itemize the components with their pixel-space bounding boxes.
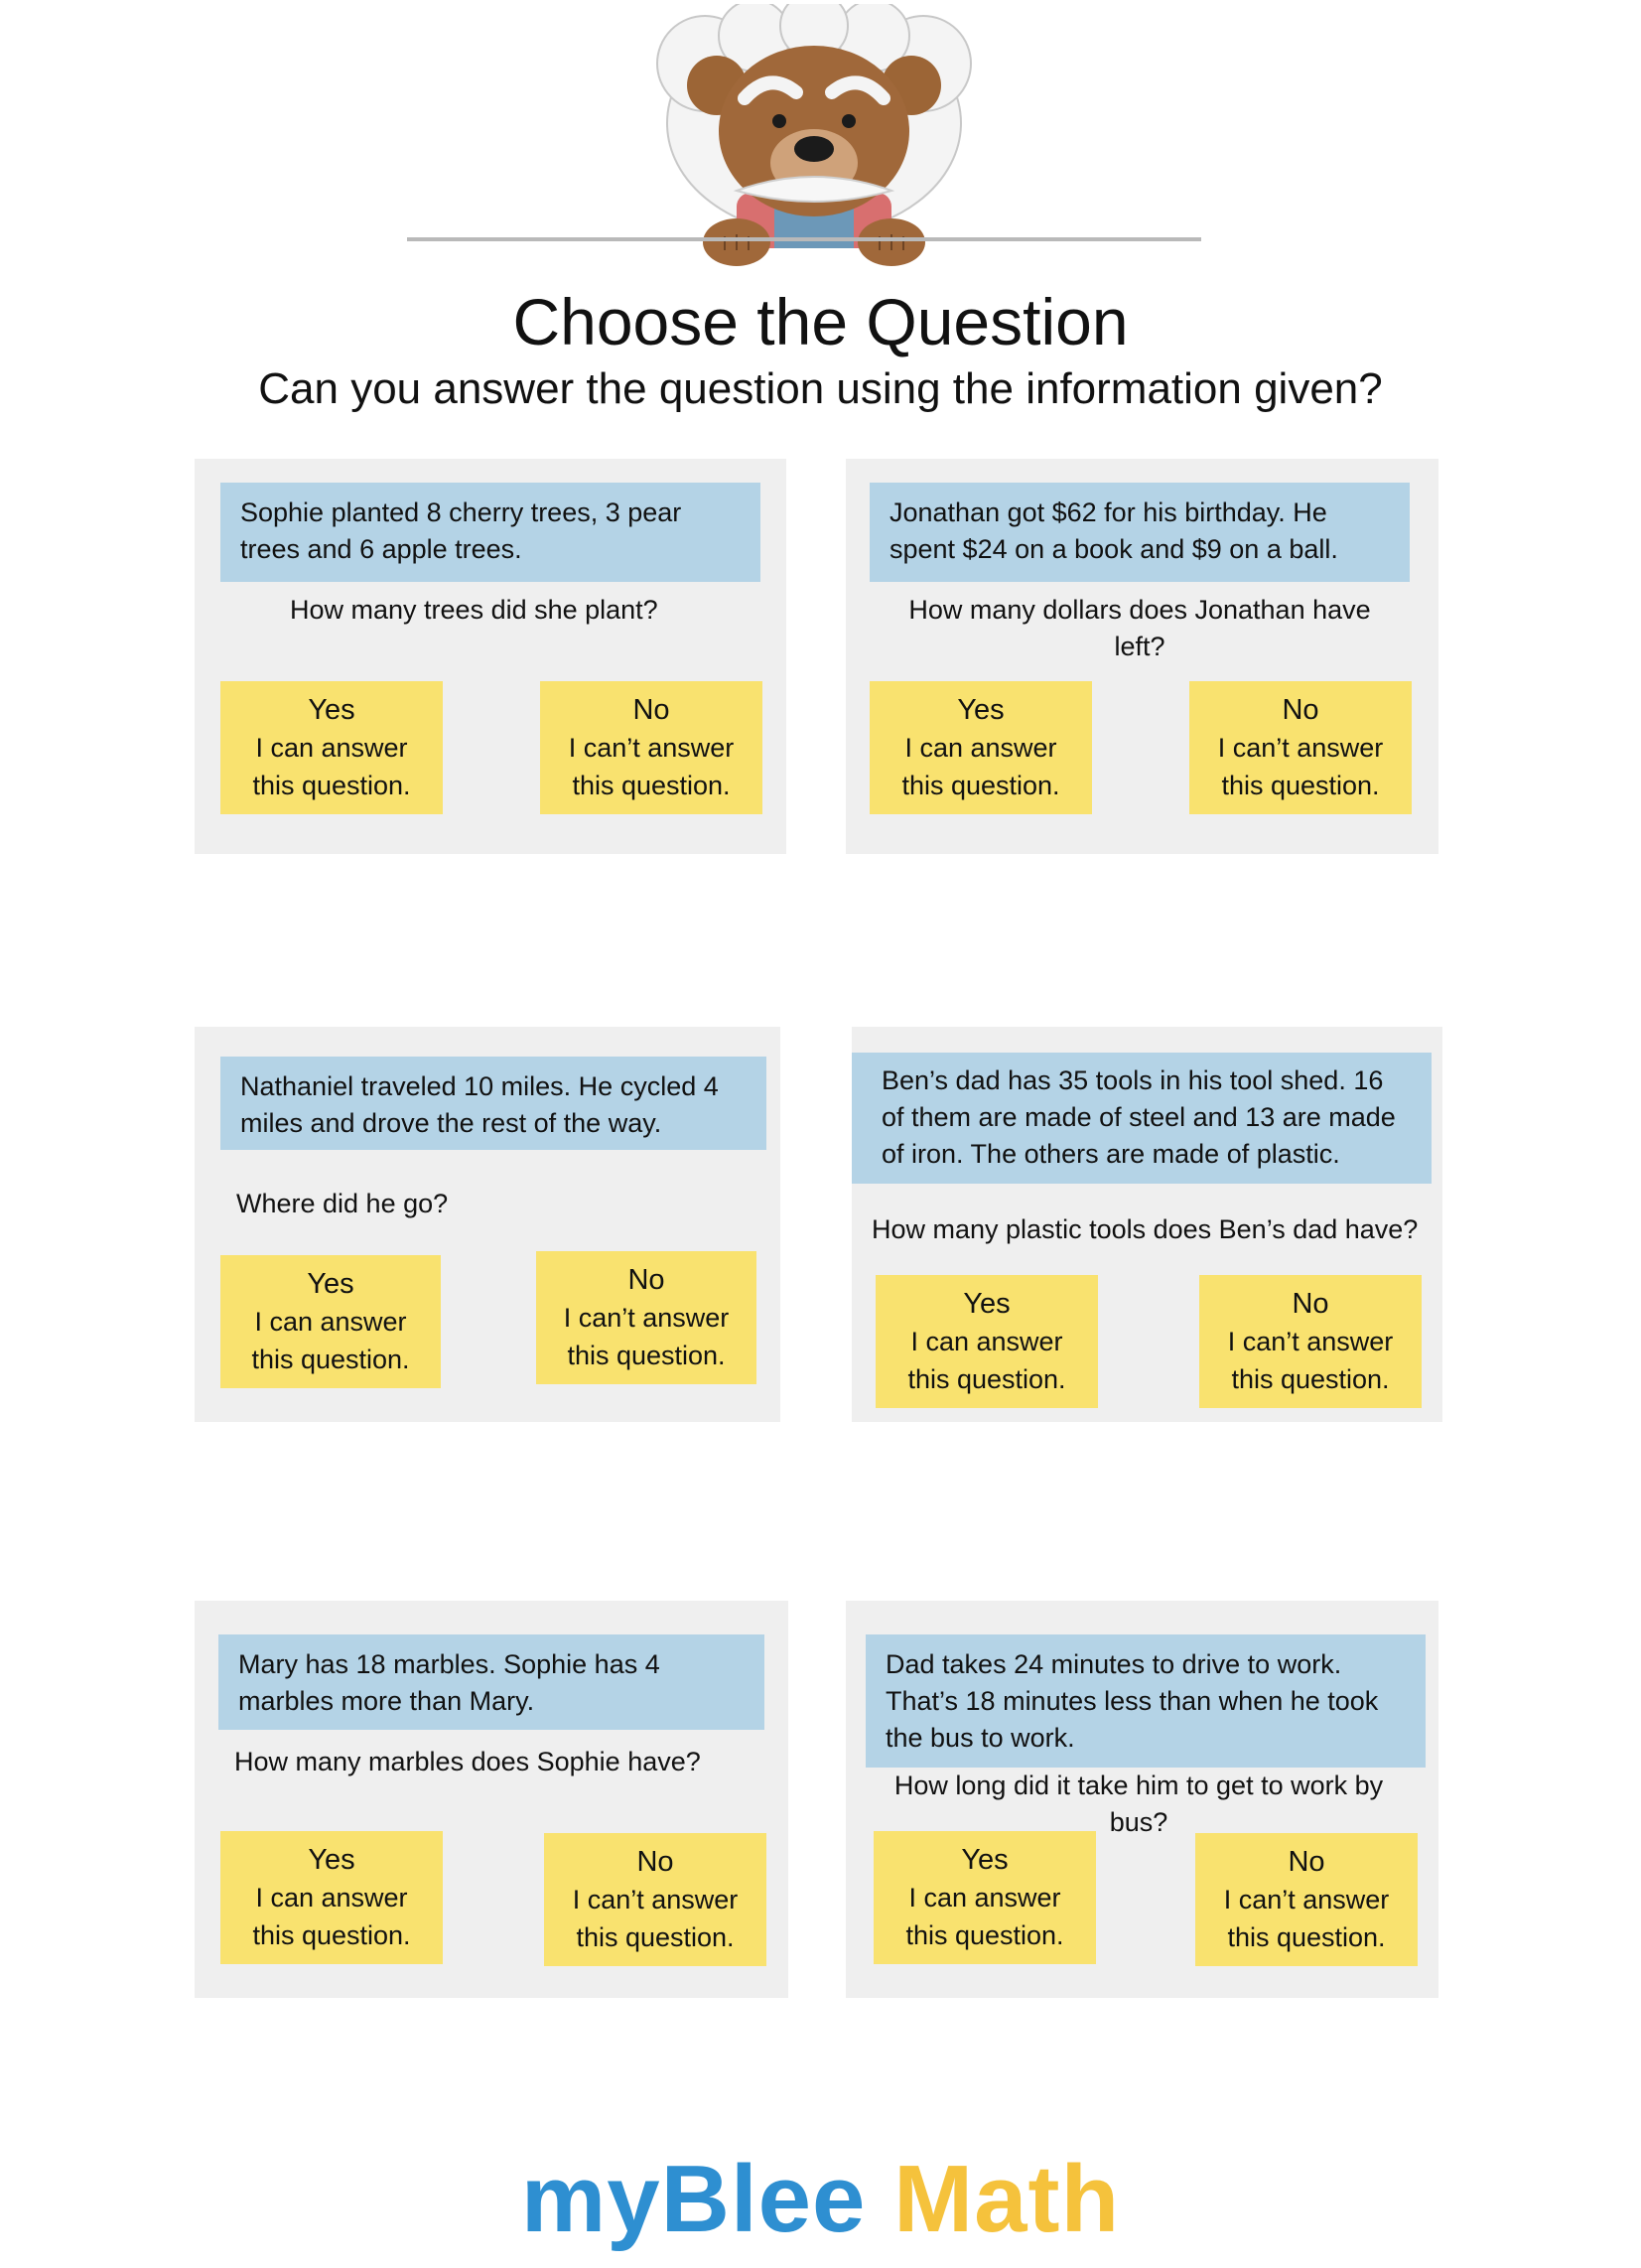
- question-card-3: [195, 1027, 780, 1422]
- yes-line-1: I can answer: [904, 733, 1057, 763]
- yes-label: Yes: [963, 1288, 1011, 1320]
- question-text: How many dollars does Jonathan have left?: [908, 595, 1371, 661]
- question-card-4: [852, 1027, 1442, 1422]
- story-box: Dad takes 24 minutes to drive to work. That’s 18 minutes less than when he took the bus to work.: [866, 1634, 1426, 1768]
- question-card-1: [195, 459, 786, 854]
- no-label: No: [636, 1846, 674, 1878]
- yes-line-2: this question.: [905, 1920, 1064, 1950]
- no-label: No: [627, 1264, 665, 1296]
- yes-button[interactable]: [220, 681, 443, 814]
- yes-label: Yes: [308, 1844, 355, 1876]
- no-button[interactable]: [1199, 1275, 1422, 1408]
- page-subtitle: Can you answer the question using the information given?: [258, 364, 1383, 413]
- no-line-2: this question.: [1231, 1364, 1390, 1394]
- no-line-2: this question.: [1221, 771, 1380, 800]
- yes-line-2: this question.: [251, 1345, 410, 1374]
- no-line-1: I can’t answer: [563, 1303, 730, 1333]
- question-text: How many marbles does Sophie have?: [234, 1747, 701, 1776]
- no-line-2: this question.: [572, 771, 731, 800]
- yes-label: Yes: [957, 694, 1005, 726]
- yes-label: Yes: [961, 1844, 1009, 1876]
- yes-line-2: this question.: [252, 1920, 411, 1950]
- no-label: No: [1288, 1846, 1325, 1878]
- myblee-math-logo: [0, 2145, 1641, 2254]
- yes-button[interactable]: [874, 1831, 1096, 1964]
- no-button[interactable]: [536, 1251, 756, 1384]
- ledge-divider: [407, 237, 1201, 241]
- yes-line-2: this question.: [252, 771, 411, 800]
- no-button[interactable]: [544, 1833, 766, 1966]
- question-text: How many trees did she plant?: [290, 595, 658, 625]
- yes-button[interactable]: [220, 1255, 441, 1388]
- no-label: No: [1282, 694, 1319, 726]
- no-line-1: I can’t answer: [572, 1885, 739, 1914]
- story-box: Jonathan got $62 for his birthday. He spent $24 on a book and $9 on a ball.: [870, 483, 1410, 582]
- yes-line-1: I can answer: [255, 1883, 408, 1913]
- no-label: No: [1292, 1288, 1329, 1320]
- question-card-5: [195, 1601, 788, 1998]
- no-line-1: I can’t answer: [1227, 1327, 1394, 1356]
- question-card-2: [846, 459, 1438, 854]
- yes-button[interactable]: [220, 1831, 443, 1964]
- yes-button[interactable]: [876, 1275, 1098, 1408]
- no-line-2: this question.: [567, 1341, 726, 1370]
- no-line-1: I can’t answer: [568, 733, 735, 763]
- no-button[interactable]: [1195, 1833, 1418, 1966]
- no-line-2: this question.: [1227, 1922, 1386, 1952]
- question-text: How long did it take him to get to work by bus?: [893, 1771, 1384, 1837]
- story-box: Mary has 18 marbles. Sophie has 4 marbles more than Mary.: [218, 1634, 764, 1730]
- question-text: How many plastic tools does Ben’s dad have?: [872, 1214, 1419, 1244]
- yes-line-2: this question.: [901, 771, 1060, 800]
- question-card-6: [846, 1601, 1438, 1998]
- page-title: Choose the Question: [512, 285, 1129, 358]
- story-box: Sophie planted 8 cherry trees, 3 pear trees and 6 apple trees.: [220, 483, 760, 582]
- question-text: Where did he go?: [236, 1189, 449, 1218]
- no-label: No: [632, 694, 670, 726]
- yes-line-2: this question.: [907, 1364, 1066, 1394]
- yes-line-1: I can answer: [255, 733, 408, 763]
- no-line-1: I can’t answer: [1217, 733, 1384, 763]
- bear-mascot-icon: [625, 4, 1003, 270]
- logo-myblee: myBlee: [520, 2146, 867, 2252]
- no-line-2: this question.: [576, 1922, 735, 1952]
- yes-button[interactable]: [870, 681, 1092, 814]
- no-button[interactable]: [540, 681, 762, 814]
- yes-label: Yes: [308, 694, 355, 726]
- logo-math: Math: [893, 2146, 1121, 2252]
- story-box: Ben’s dad has 35 tools in his tool shed. 16 of them are made of steel and 13 are made of iron. The others are made of plastic.: [852, 1053, 1432, 1184]
- story-box: Nathaniel traveled 10 miles. He cycled 4 miles and drove the rest of the way.: [220, 1057, 766, 1150]
- no-button[interactable]: [1189, 681, 1412, 814]
- yes-line-1: I can answer: [910, 1327, 1063, 1356]
- no-line-1: I can’t answer: [1223, 1885, 1390, 1914]
- yes-line-1: I can answer: [908, 1883, 1061, 1913]
- yes-label: Yes: [307, 1268, 354, 1300]
- yes-line-1: I can answer: [254, 1307, 407, 1337]
